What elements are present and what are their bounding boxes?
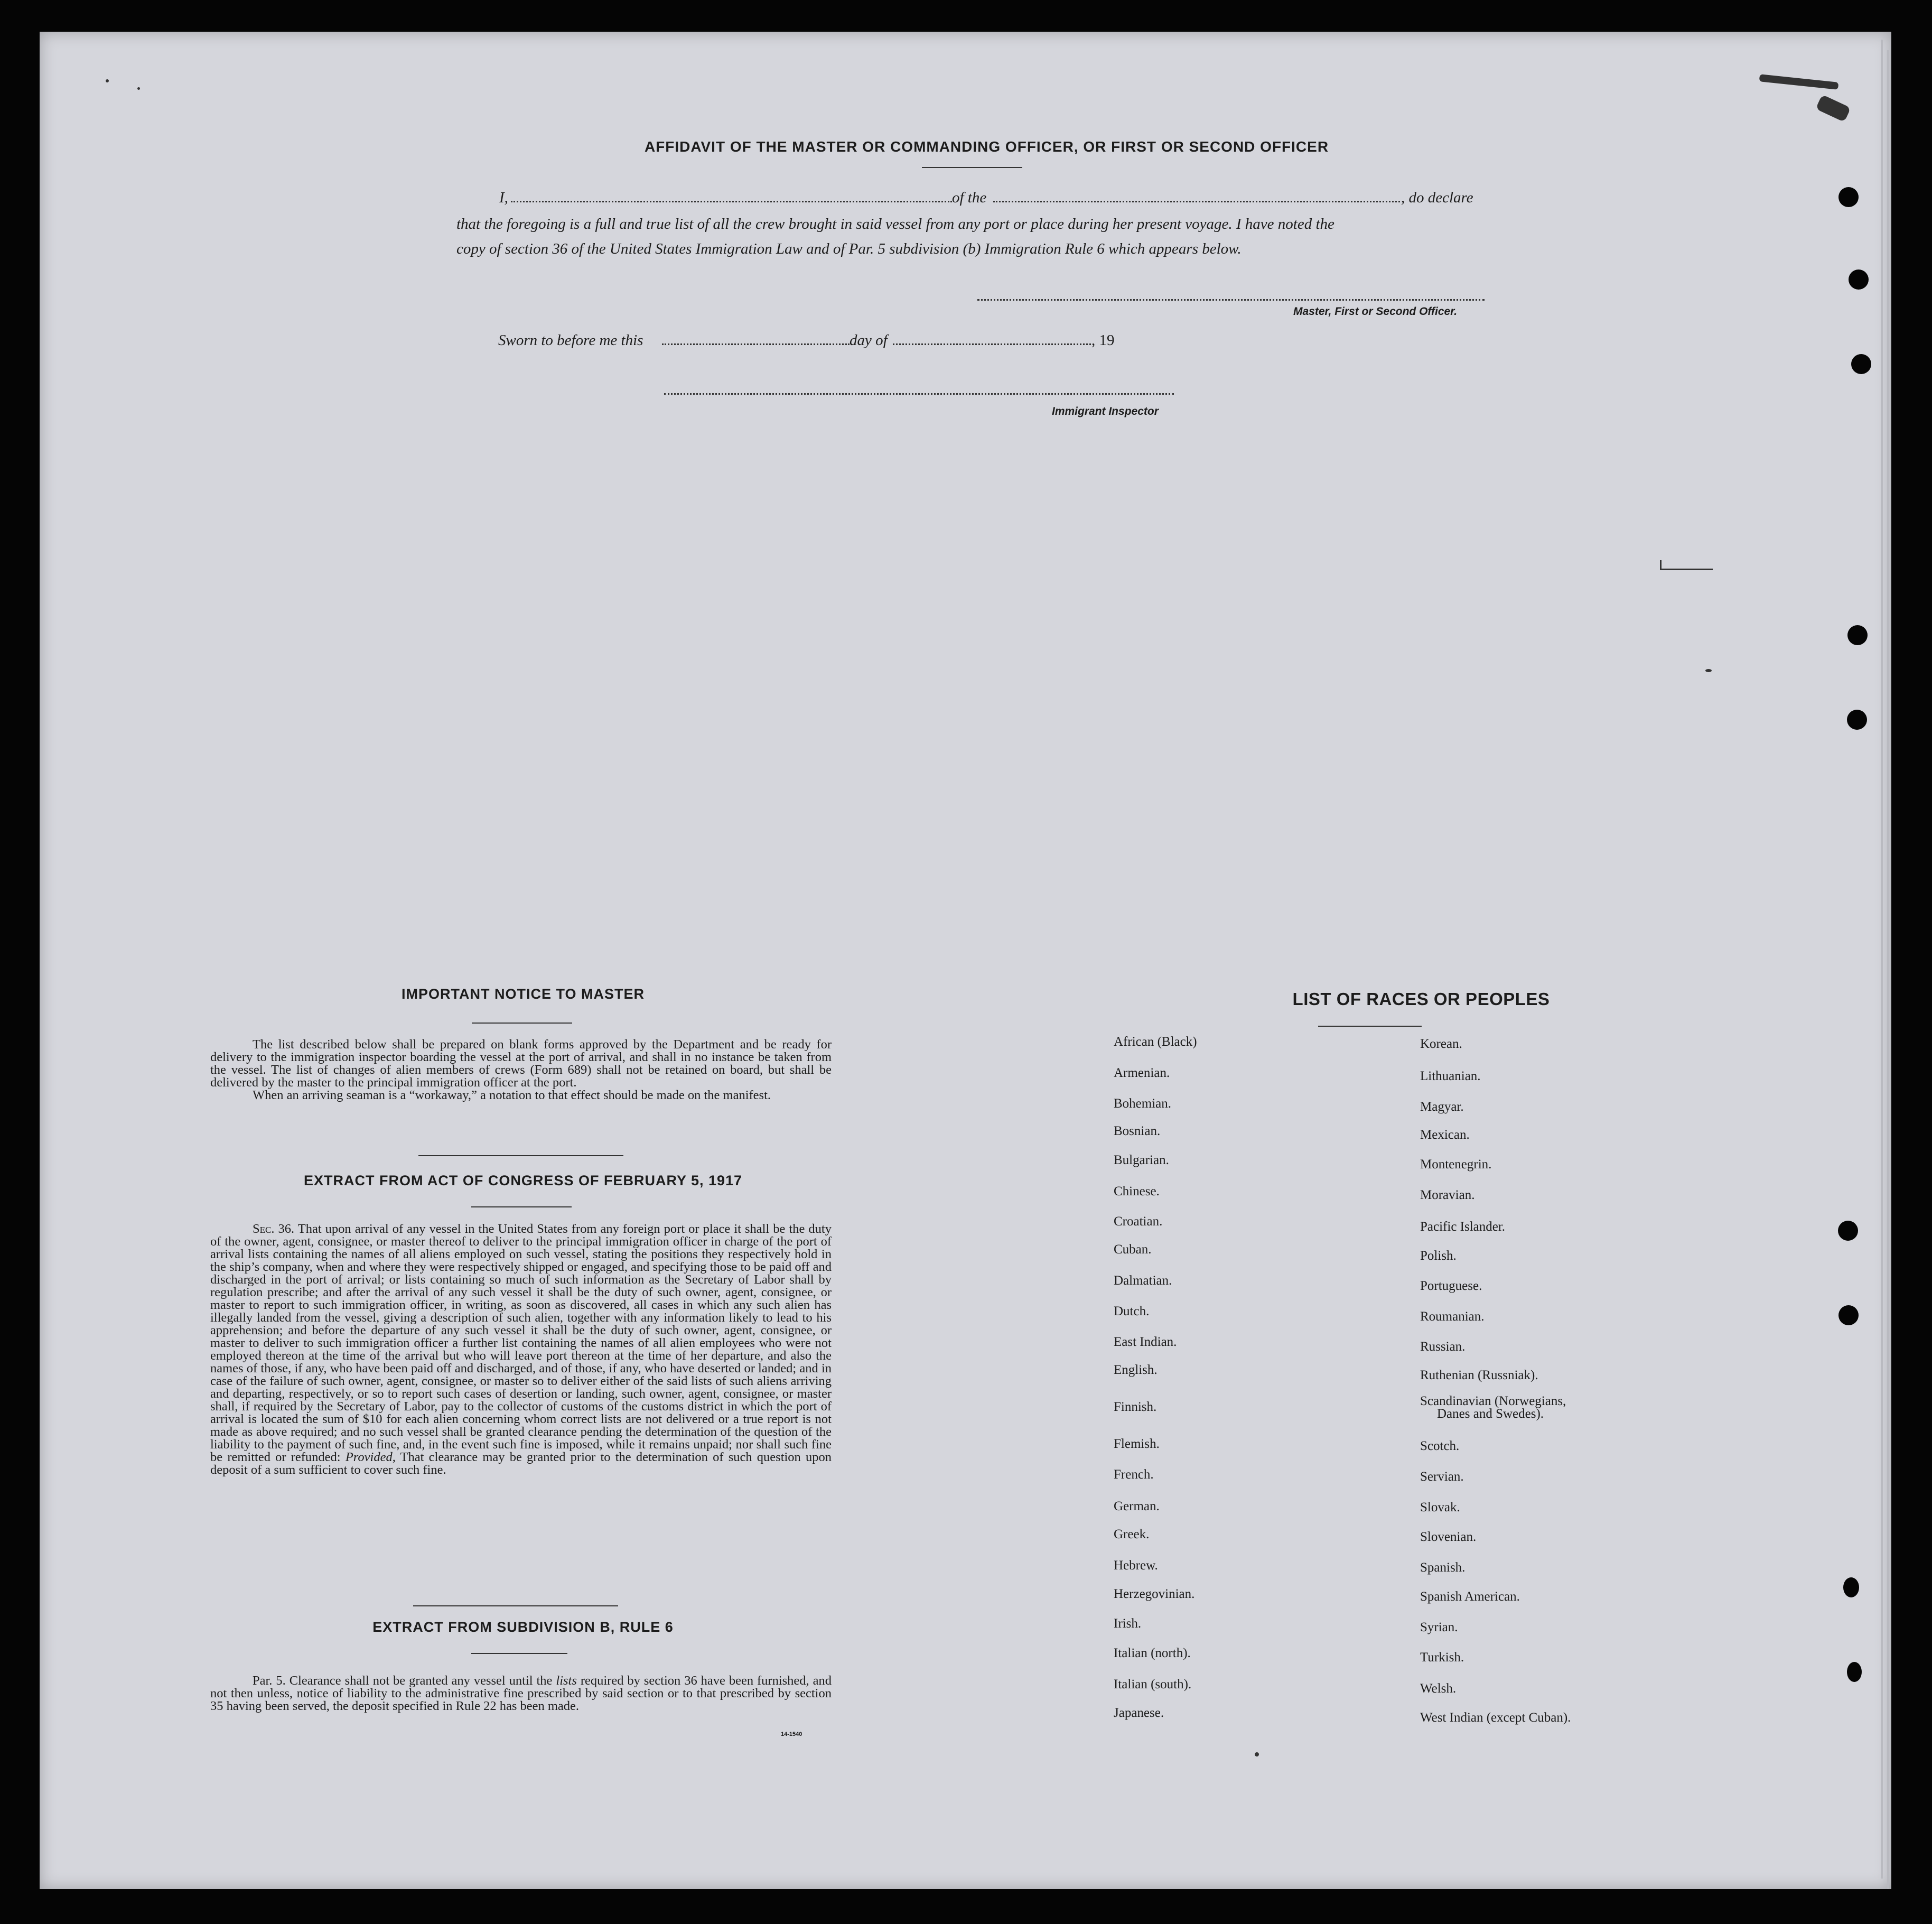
notice-paragraph-1: The list described below shall be prepared on blank forms approved by the Department and be ready for delivery to the immigration inspector boarding the vessel at the port of arrival, and shall in no instance be taken from the vessel. The list of changes of alien members of crews (Form 689) shall not be retained on board, but shall be delivered by the master to the principal immigration officer at the port. xyxy=(210,1037,832,1090)
race-item: Italian (south). xyxy=(1114,1677,1192,1691)
race-item: Slovenian. xyxy=(1420,1530,1477,1544)
race-item: Cuban. xyxy=(1114,1242,1152,1257)
title-underline xyxy=(922,167,1022,168)
act-underline xyxy=(471,1206,572,1207)
punch-hole xyxy=(1838,1221,1858,1241)
act-provided: Provided, xyxy=(345,1450,396,1464)
section-divider xyxy=(413,1605,618,1606)
race-item: Polish. xyxy=(1420,1249,1457,1263)
document-page xyxy=(40,32,1891,1889)
race-item: Syrian. xyxy=(1420,1620,1458,1634)
month-field-line xyxy=(893,343,1091,345)
punch-hole xyxy=(1838,1305,1859,1325)
ink-mark xyxy=(1705,669,1712,672)
race-item: Scandinavian (Norwegians, xyxy=(1420,1394,1566,1408)
sec-label: Sec. 36. xyxy=(253,1222,295,1236)
year-text: , 19 xyxy=(1091,332,1115,349)
race-item: Welsh. xyxy=(1420,1681,1457,1696)
punch-hole xyxy=(1838,187,1859,207)
race-item: Scotch. xyxy=(1420,1439,1460,1453)
act-heading: EXTRACT FROM ACT OF CONGRESS OF FEBRUARY 5, 1917 xyxy=(303,1173,743,1188)
race-item: Italian (north). xyxy=(1114,1646,1191,1660)
ink-mark xyxy=(1660,569,1713,570)
inspector-label: Immigrant Inspector xyxy=(1052,405,1159,417)
rule-lists: lists xyxy=(556,1674,577,1688)
race-item: Bohemian. xyxy=(1114,1096,1172,1111)
notice-heading: IMPORTANT NOTICE TO MASTER xyxy=(402,986,645,1002)
race-item: Russian. xyxy=(1420,1340,1466,1354)
inspector-signature-line xyxy=(664,393,1174,395)
section-divider xyxy=(418,1155,623,1156)
affidavit-do-declare: , do declare xyxy=(1401,189,1473,206)
race-item: Dalmatian. xyxy=(1114,1274,1172,1288)
punch-hole xyxy=(1843,1577,1859,1597)
race-item: English. xyxy=(1114,1363,1158,1377)
race-item: Bosnian. xyxy=(1114,1124,1161,1138)
page-edge xyxy=(1887,50,1889,1889)
race-item: Spanish American. xyxy=(1420,1590,1520,1604)
affidavit-of-the: of the xyxy=(952,189,987,206)
race-item: Finnish. xyxy=(1114,1400,1157,1414)
race-item: Ruthenian (Russniak). xyxy=(1420,1368,1538,1382)
act-text-b: That clearance may be granted prior to the determination of such question upon deposit of a sum sufficient to cover such fine. xyxy=(210,1450,832,1477)
master-signature-line xyxy=(977,299,1485,301)
race-item: Magyar. xyxy=(1420,1100,1464,1114)
race-item: Armenian. xyxy=(1114,1066,1170,1080)
affidavit-line3: copy of section 36 of the United States Immigration Law and of Par. 5 subdivision (b) Immigration Rule 6 which appears below. xyxy=(456,240,1242,257)
punch-hole xyxy=(1851,354,1871,374)
races-heading: LIST OF RACES OR PEOPLES xyxy=(1292,989,1550,1009)
affidavit-line2: that the foregoing is a full and true list of all the crew brought in said vessel from any port or place during her present voyage. I have noted the xyxy=(456,216,1334,233)
vessel-field-line xyxy=(993,201,1400,202)
race-item: Chinese. xyxy=(1114,1184,1160,1198)
punch-hole xyxy=(1849,269,1869,290)
punch-hole xyxy=(1847,625,1868,645)
race-item: Korean. xyxy=(1420,1037,1462,1051)
race-item: Pacific Islander. xyxy=(1420,1220,1506,1234)
race-item: German. xyxy=(1114,1499,1160,1513)
page-edge xyxy=(1881,40,1883,1879)
act-paragraph xyxy=(210,1223,832,1476)
race-item: Lithuanian. xyxy=(1420,1069,1481,1083)
name-field-line xyxy=(511,201,952,202)
race-item: Moravian. xyxy=(1420,1188,1475,1202)
ink-mark xyxy=(106,79,109,82)
rule-text-b: required by section 36 have been furnished, and not then unless, notice of liability to the administrative fine prescribed by said section or to that prescribed by section 35 having been served, the deposit specified in Rule 22 has been made. xyxy=(210,1674,832,1713)
rule-heading: EXTRACT FROM SUBDIVISION B, RULE 6 xyxy=(372,1619,674,1635)
race-item: Servian. xyxy=(1420,1470,1464,1484)
race-item: Greek. xyxy=(1114,1527,1150,1541)
notice-paragraph-2: When an arriving seaman is a “workaway,” a notation to that effect should be made on the manifest. xyxy=(253,1088,771,1102)
act-body xyxy=(210,1223,832,1476)
sworn-text: Sworn to before me this xyxy=(498,332,643,349)
race-item: Mexican. xyxy=(1420,1128,1470,1142)
notice-body xyxy=(210,1038,832,1102)
race-item: Irish. xyxy=(1114,1616,1142,1631)
punch-hole xyxy=(1847,1662,1862,1682)
race-item: Spanish. xyxy=(1420,1560,1466,1575)
race-item: East Indian. xyxy=(1114,1335,1177,1349)
day-of-text: day of xyxy=(850,332,888,349)
punch-hole xyxy=(1847,710,1867,730)
race-item: Bulgarian. xyxy=(1114,1153,1169,1167)
race-item: Roumanian. xyxy=(1420,1309,1485,1324)
master-label: Master, First or Second Officer. xyxy=(1293,305,1458,318)
act-text-a: That upon arrival of any vessel in the United States from any foreign port or place it shall be the duty of the owner, agent, consignee, or master thereof to deliver to the principal immigration officer in charge of the port of arrival lists containing the names of all aliens employed on such vessel, stating the positions they respectively hold in the ship’s company, when and where they were respectively shipped or engaged, and specifying those to be paid off and discharged in the port of arrival; or lists containing so much of such information as the Secretary of Labor shall by regulation prescribe; and after the arrival of any such vessel it shall be the duty of such owner, agent, consignee, or master to report to such immigration officer, in writing, as soon as discovered, all cases in which any such alien has illegally landed from the vessel, giving a description of such alien, together with any information likely to lead to his apprehension; and before the departure of any such vessel it shall be the duty of such owner, agent, consignee, or master to deliver to such immigration officer a further list containing the names of all alien employees who were not employed thereon at the time of the arrival but who will leave port thereon at the time of her departure, and also the names of those, if any, who have been paid off and discharged, and of those, if any, who have deserted or landed; and in case of the failure of such owner, agent, consignee, or master so to deliver either of the said lists of such aliens arriving and departing, respectively, or so to report such cases of desertion or landing, such owner, agent, consignee, or master shall, if required by the Secretary of Labor, pay to the collector of customs of the customs district in which the port of arrival is located the sum of $10 for each alien concerning whom correct lists are not delivered or a true report is not made as above required; and no such vessel shall be granted clearance pending the determination of the question of the liability to the payment of such fine, and, in the event such fine is imposed, while it remains unpaid; nor shall such fine be remitted or refunded: xyxy=(210,1222,832,1464)
rule-paragraph xyxy=(210,1675,832,1713)
race-item: Japanese. xyxy=(1114,1706,1164,1720)
ink-mark xyxy=(137,87,140,90)
races-underline xyxy=(1318,1026,1422,1027)
notice-underline xyxy=(472,1023,572,1024)
race-item: Turkish. xyxy=(1420,1650,1464,1665)
sworn-day-line xyxy=(662,343,850,345)
race-item: Montenegrin. xyxy=(1420,1157,1492,1172)
race-item: African (Black) xyxy=(1114,1035,1197,1049)
race-item: West Indian (except Cuban). xyxy=(1420,1711,1571,1725)
race-item-continuation: Danes and Swedes). xyxy=(1437,1407,1544,1421)
rule-text-a: Par. 5. Clearance shall not be granted any vessel until the xyxy=(253,1674,553,1688)
affidavit-i: I, xyxy=(499,189,508,206)
race-item: Portuguese. xyxy=(1420,1279,1482,1293)
race-item: Dutch. xyxy=(1114,1304,1150,1318)
affidavit-title: AFFIDAVIT OF THE MASTER OR COMMANDING OFFICER, OR FIRST OR SECOND OFFICER xyxy=(644,138,1329,155)
ink-mark xyxy=(1255,1752,1259,1756)
race-item: Hebrew. xyxy=(1114,1558,1158,1573)
form-number: 14-1540 xyxy=(781,1731,802,1737)
rule-body xyxy=(210,1675,832,1713)
race-item: Herzegovinian. xyxy=(1114,1587,1195,1601)
race-item: Flemish. xyxy=(1114,1437,1160,1451)
rule-underline xyxy=(471,1653,567,1654)
race-item: Slovak. xyxy=(1420,1500,1460,1514)
race-item: French. xyxy=(1114,1467,1154,1482)
race-item: Croatian. xyxy=(1114,1214,1163,1229)
